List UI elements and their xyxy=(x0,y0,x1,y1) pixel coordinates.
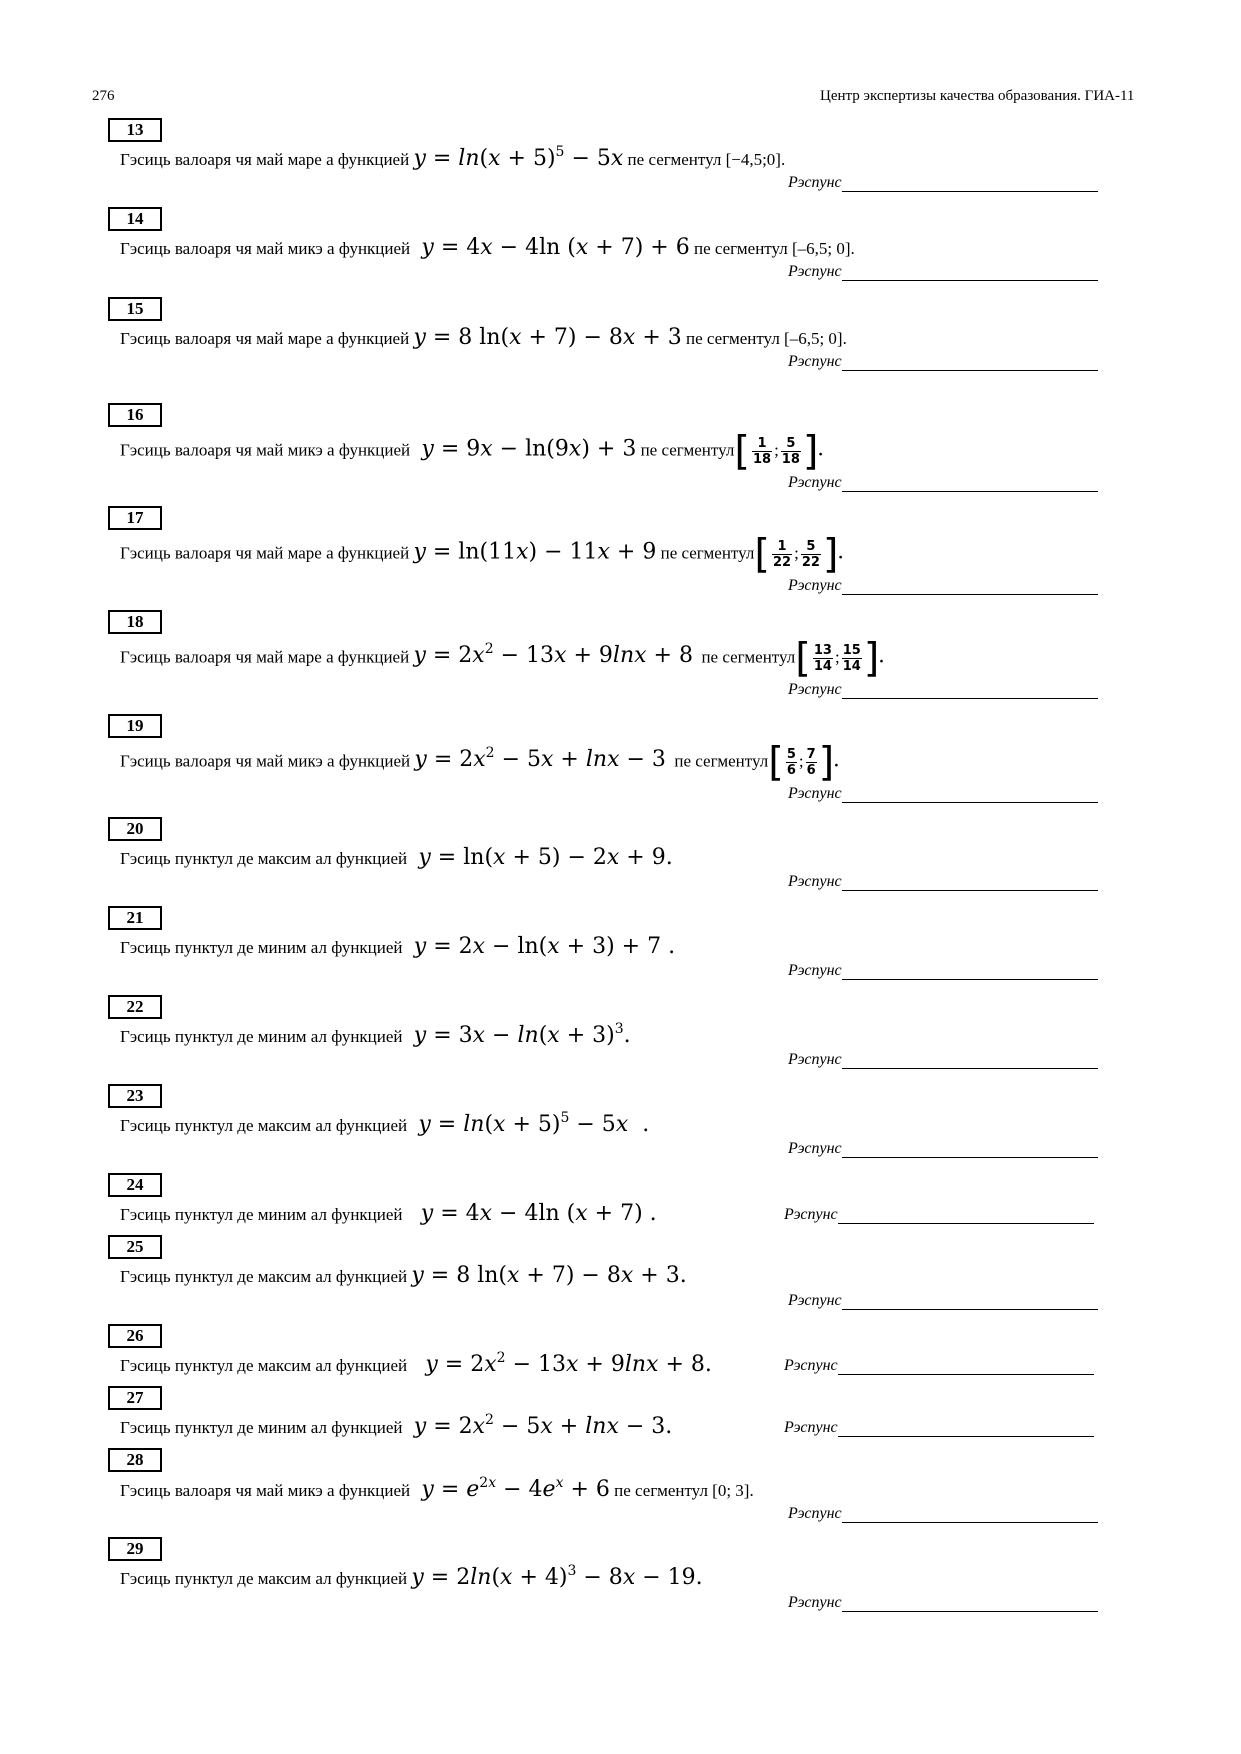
task-statement xyxy=(120,146,785,173)
formula: $y = 2x^2 - 5x + \ln x - 3$. xyxy=(413,1412,673,1439)
formula: y = 8 ln(x + 7) − 8x + 3 xyxy=(413,325,682,350)
answer-field[interactable] xyxy=(788,1292,1098,1310)
task-statement xyxy=(120,1565,703,1592)
task-text: Гэсиць пунктул де миним ал функцией xyxy=(120,938,403,957)
task-statement: Гэсиць валоаря чя май микэ а функцией y = 9x − ln(9x) + 3 пе сегментул[ $\frac{1}{18}$ ; $\frac{5}{18}$ ]. xyxy=(120,428,823,475)
fraction-left: $\frac{1}{22}$ xyxy=(773,539,792,570)
fraction-right: $\frac{15}{14}$ xyxy=(842,643,861,674)
formula: y = 8 ln(x + 7) − 8x + 3. xyxy=(411,1263,687,1288)
answer-line[interactable] xyxy=(842,174,1098,192)
answer-label: Рэспунс xyxy=(788,1051,842,1068)
task-text: Гэсиць пунктул де максим ал функцией xyxy=(120,1116,408,1135)
task-number: 18 xyxy=(108,610,162,634)
answer-line[interactable] xyxy=(842,962,1098,980)
answer-line[interactable] xyxy=(842,785,1098,803)
task-statement xyxy=(120,1263,687,1290)
task-statement xyxy=(120,845,673,872)
task-statement: Гэсиць валоаря чя май маре а функцией $y = 2x^2 - 13x + 9\ln x + 8$ пе сегментул[ $\frac{13}{14}$ ; $\frac{15}{14}$ ]. xyxy=(120,635,884,682)
answer-line[interactable] xyxy=(838,1206,1094,1224)
task-statement xyxy=(120,1477,754,1504)
task-number: 19 xyxy=(108,714,162,738)
task-text: Гэсиць пунктул де миним ал функцией xyxy=(120,1205,403,1224)
segment-text: пе сегментул xyxy=(674,751,769,771)
answer-label: Рэспунс xyxy=(788,681,842,698)
task-number: 23 xyxy=(108,1084,162,1108)
answer-label: Рэспунс xyxy=(788,1140,842,1157)
answer-field[interactable] xyxy=(788,474,1098,492)
answer-label: Рэспунс xyxy=(784,1419,838,1436)
task-statement xyxy=(120,1414,672,1441)
task-statement xyxy=(120,1023,631,1050)
answer-line[interactable] xyxy=(842,1292,1098,1310)
answer-label: Рэспунс xyxy=(788,1292,842,1309)
task-text: Гэсиць пунктул де миним ал функцией xyxy=(120,1418,403,1437)
task-statement xyxy=(120,325,847,352)
task-number: 14 xyxy=(108,207,162,231)
formula: y = 9x − ln(9x) + 3 xyxy=(421,436,637,462)
task-statement: Гэсиць валоаря чя май маре а функцией y = ln(11x) − 11x + 9 пе сегментул[ $\frac{1}{22}$ ; $\frac{5}{22}$ ]. xyxy=(120,531,843,578)
answer-field[interactable] xyxy=(788,962,1098,980)
task-text: Гэсиць валоаря чя май микэ а функцией xyxy=(120,751,411,771)
fraction-right: $\frac{5}{18}$ xyxy=(781,436,800,467)
formula: $y = \ln(x + 5)^5 - 5x$ . xyxy=(418,1110,650,1137)
task-text: Гэсиць валоаря чя май маре а функцией xyxy=(120,150,410,169)
answer-label: Рэспунс xyxy=(788,577,842,594)
fraction-right: $\frac{7}{6}$ xyxy=(806,747,816,778)
answer-line[interactable] xyxy=(842,1505,1098,1523)
formula: $y = 2x^2 - 5x + \ln x - 3$ xyxy=(414,745,666,773)
answer-field[interactable] xyxy=(788,1140,1098,1158)
answer-label: Рэспунс xyxy=(788,1594,842,1611)
segment-text: пе сегментул xyxy=(701,647,796,667)
task-text: Гэсиць пунктул де максим ал функцией xyxy=(120,1267,408,1286)
answer-label: Рэспунс xyxy=(784,1206,838,1223)
task-statement xyxy=(120,1201,657,1228)
answer-line[interactable] xyxy=(838,1419,1094,1437)
segment-text: пе сегментул [−4,5;0]. xyxy=(627,150,786,169)
answer-label: Рэспунс xyxy=(788,353,842,370)
fraction-left: $\frac{5}{6}$ xyxy=(786,747,796,778)
task-number: 21 xyxy=(108,906,162,930)
answer-line[interactable] xyxy=(842,681,1098,699)
task-statement: Гэсиць валоаря чя май микэ а функцией $y = 2x^2 - 5x + \ln x - 3$ пе сегментул[ $\frac{5}{6}$ ; $\frac{7}{6}$ ]. xyxy=(120,739,839,786)
segment-text: пе сегментул [–6,5; 0]. xyxy=(686,329,847,348)
page-number: 276 xyxy=(92,88,115,104)
answer-field[interactable] xyxy=(788,353,1098,371)
answer-field[interactable] xyxy=(784,1357,1094,1375)
task-text: Гэсиць валоаря чя май маре а функцией xyxy=(120,329,410,348)
answer-line[interactable] xyxy=(842,353,1098,371)
answer-label: Рэспунс xyxy=(788,785,842,802)
task-number: 20 xyxy=(108,817,162,841)
answer-label: Рэспунс xyxy=(788,873,842,890)
answer-field[interactable] xyxy=(788,263,1098,281)
answer-label: Рэспунс xyxy=(788,263,842,280)
task-text: Гэсиць пунктул де максим ал функцией xyxy=(120,849,408,868)
formula: y = ln(11x) − 11x + 9 xyxy=(413,539,657,565)
answer-line[interactable] xyxy=(842,1140,1098,1158)
segment-text: пе сегментул xyxy=(660,543,755,563)
answer-label: Рэспунс xyxy=(784,1357,838,1374)
task-number: 29 xyxy=(108,1537,162,1561)
answer-field[interactable] xyxy=(788,785,1098,803)
task-number: 17 xyxy=(108,506,162,530)
task-text: Гэсиць валоаря чя май маре а функцией xyxy=(120,543,410,563)
answer-line[interactable] xyxy=(842,1594,1098,1612)
formula: y = ln(x + 5) − 2x + 9. xyxy=(418,845,673,870)
answer-field[interactable] xyxy=(784,1419,1094,1437)
task-number: 16 xyxy=(108,403,162,427)
answer-line[interactable] xyxy=(842,263,1098,281)
task-statement xyxy=(120,1112,649,1139)
task-number: 13 xyxy=(108,118,162,142)
header-title: Центр экспертизы качества образования. ГИА-11 xyxy=(820,88,1135,104)
formula: y = 4x − 4ln (x + 7) . xyxy=(420,1201,657,1226)
task-number: 24 xyxy=(108,1173,162,1197)
formula: y = 2x − ln(x + 3) + 7 . xyxy=(413,934,676,959)
answer-line[interactable] xyxy=(842,577,1098,595)
segment-text: пе сегментул xyxy=(640,440,735,460)
segment-text: пе сегментул [–6,5; 0]. xyxy=(693,239,855,258)
formula: $y = 2x^2 - 13x + 9\ln x + 8$. xyxy=(425,1350,712,1377)
answer-field[interactable] xyxy=(788,1051,1098,1069)
formula: y = 4x − 4ln (x + 7) + 6 xyxy=(421,235,690,260)
formula: $y = 2\ln(x + 4)^3 - 8x - 19$. xyxy=(411,1563,703,1590)
task-statement xyxy=(120,235,855,262)
task-text: Гэсиць валоаря чя май микэ а функцией xyxy=(120,440,411,460)
task-text: Гэсиць пунктул де миним ал функцией xyxy=(120,1027,403,1046)
fraction-left: $\frac{13}{14}$ xyxy=(813,643,832,674)
answer-line[interactable] xyxy=(842,873,1098,891)
answer-field[interactable] xyxy=(784,1206,1094,1224)
task-text: Гэсиць валоаря чя май микэ а функцией xyxy=(120,1481,411,1500)
answer-field[interactable] xyxy=(788,681,1098,699)
task-number: 27 xyxy=(108,1386,162,1410)
formula: $y = 2x^2 - 13x + 9\ln x + 8$ xyxy=(413,641,693,669)
answer-label: Рэспунс xyxy=(788,174,842,191)
answer-field[interactable] xyxy=(788,873,1098,891)
answer-field[interactable] xyxy=(788,1594,1098,1612)
task-number: 22 xyxy=(108,995,162,1019)
task-number: 15 xyxy=(108,297,162,321)
answer-field[interactable] xyxy=(788,577,1098,595)
task-statement xyxy=(120,934,675,961)
task-number: 26 xyxy=(108,1324,162,1348)
answer-line[interactable] xyxy=(842,474,1098,492)
task-number: 28 xyxy=(108,1448,162,1472)
fraction-left: $\frac{1}{18}$ xyxy=(752,436,772,467)
segment-text: пе сегментул [0; 3]. xyxy=(614,1481,754,1500)
answer-field[interactable] xyxy=(788,1505,1098,1523)
task-number: 25 xyxy=(108,1235,162,1259)
answer-line[interactable] xyxy=(838,1357,1094,1375)
answer-label: Рэспунс xyxy=(788,474,842,491)
fraction-right: $\frac{5}{22}$ xyxy=(801,539,820,570)
formula: $y = e^{2x} - 4e^x + 6$ xyxy=(421,1475,610,1502)
answer-label: Рэспунс xyxy=(788,1505,842,1522)
answer-label: Рэспунс xyxy=(788,962,842,979)
task-text: Гэсиць валоаря чя май микэ а функцией xyxy=(120,239,411,258)
task-text: Гэсиць пунктул де максим ал функцией xyxy=(120,1356,408,1375)
task-statement xyxy=(120,1352,712,1379)
formula: $y = \ln(x + 5)^5 - 5x$ xyxy=(413,144,624,171)
answer-line[interactable] xyxy=(842,1051,1098,1069)
task-text: Гэсиць пунктул де максим ал функцией xyxy=(120,1569,408,1588)
task-text: Гэсиць валоаря чя май маре а функцией xyxy=(120,647,410,667)
answer-field[interactable] xyxy=(788,174,1098,192)
formula: $y = 3x - \ln(x + 3)^3$. xyxy=(413,1021,631,1048)
